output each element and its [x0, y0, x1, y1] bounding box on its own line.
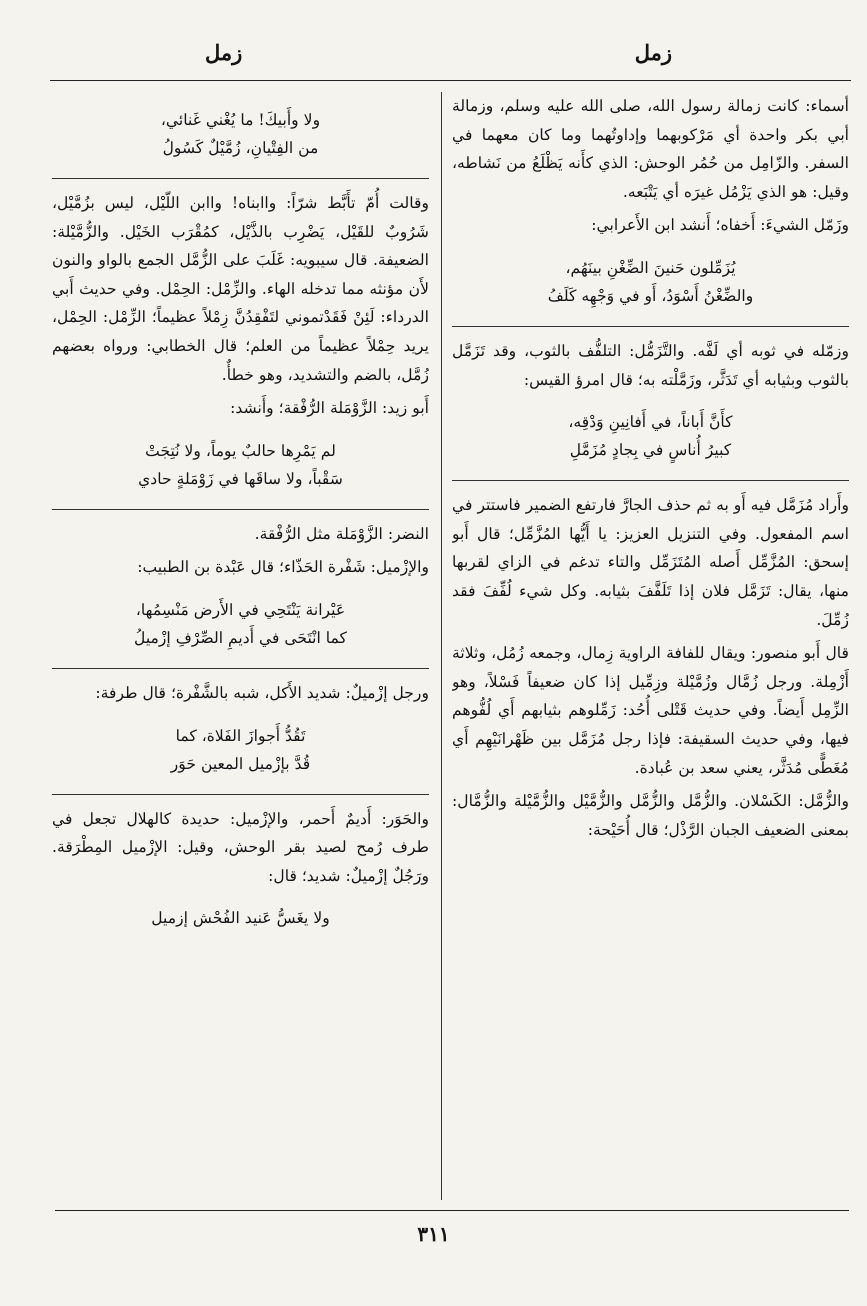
entry-paragraph: قال أَبو منصور: ويقال للفافة الراوية زِمال، وجمعه زُمُل، وثلاثة أَزْمِلة. ورجل زُمَّال وزُمَّيْلة وزِمِّيل إذا كان ضعيفاً فَسْلاً، وهو الزِّمِل أَيضاً. وفي حديث قَتْلى أُحُد: زَمِّلوهم بثيابهم أَي لُفُّوهم فيها، وفي حديث السقيفة: فإذا رجل مُزَمَّل بين ظَهْرانَيْهِم أَي مُغَطًّى مُدَثَّر، يعني سعد بن عُبادة.	[452, 644, 849, 777]
entry-paragraph: وأَراد مُزَمَّل فيه أَو به ثم حذف الجارَّ فارتفع الضمير فاستتر في اسم المفعول. وفي التنزيل العزيز: يا أَيُّها المُزَّمِّل؛ قال أَبو إسحق: المُزَّمِّل أَصله المُتَزَمِّل والتاء تدغم في الزاي لقربها منها، يقال: تَزَمَّل فلان إذا تَلَفَّفَ بثيابه. وكل شيء لُفِّفَ فقد زُمِّلَ.	[452, 496, 849, 629]
column-divider	[441, 92, 442, 1200]
header-rule	[50, 80, 851, 81]
verse	[52, 437, 429, 493]
entry-paragraph: النضر: الزَّوْمَلة مثل الرُّفْقة.	[254, 524, 429, 543]
verse-line: قُدَّ بإزْميل المعين حَوَر	[170, 754, 311, 773]
verse-line: كما انْتَحَى في أَديمِ الصِّرْفِ إزْميلُ	[134, 628, 347, 647]
verse	[52, 596, 429, 652]
verse-line: ولا يغَسُّ عَنيد الفُحْش إزميل	[151, 909, 330, 928]
verse-line: من الفِتْيانِ، زُمَّيْلٌ كَسُولُ	[162, 139, 319, 157]
separator-rule	[452, 480, 849, 481]
right-column	[452, 92, 849, 1202]
verse-line: والضِّغْنُ أَسْوَدُ، أَو في وَجْهِه كَلَفُ	[547, 286, 754, 305]
separator-rule	[52, 668, 429, 669]
entry-paragraph: أَبو زيد: الزَّوْمَلة الرُّفْقة؛ وأَنشد:	[230, 399, 429, 418]
verse-line: سَقْباً، ولا ساقَها في زَوْمَلةٍ حادي	[138, 469, 343, 488]
verse	[52, 106, 429, 162]
verse	[452, 254, 849, 310]
verse-line: كأَنَّ أَباناً، في أَفانِينِ وَدْقِه،	[568, 413, 733, 432]
separator-rule	[52, 794, 429, 795]
verse-line: عَيْرانة يَنْتَحِي في الأَرض مَنْسِمُها،	[135, 600, 346, 619]
verse	[452, 408, 849, 464]
left-column	[52, 92, 429, 1202]
entry-paragraph: والحَوَر: أَديمٌ أَحمر، والإزْميل: حديدة كالهلال تجعل في طرف رُمح لصيد بقر الوحش، وقيل: الإزْميل المِطْرَقة. ورَجُلٌ إزْميلٌ: شديد؛ قال:	[52, 809, 429, 885]
footer-rule	[55, 1210, 849, 1211]
entry-paragraph: وزمّله في ثوبه أي لَفَّه. والتَّزَمُّل: التلفُّف بالثوب، وقد تَزَمَّل بالثوب وبثيابه أي تَدَثَّر، وزَمَّلْته به؛ قال امرؤ القيس:	[452, 341, 849, 389]
verse-line: كبيرُ أُناسٍ في بِجادٍ مُزَمَّلِ	[569, 441, 732, 460]
headword-left: زمل	[205, 40, 243, 65]
entry-paragraph: وقالت أُمّ تأَبَّط شرّاً: واابناه! واابن اللّيْل، ليس بزُمَّيْل، شَرُوبٌ للقَيْل، يَضْرِب بالذَّيْل، كمُقْرَب الخَيْل. والزُّمَّيْلة: الضعيفة. قال سيبويه: غَلَبَ على الزُّمَّل الجمع بالواو والنون لأَن مؤنثه مما تدخله الهاء. والزِّمْل: الحِمْل. وفي حديث أَبي الدرداء: لَئِنْ فَقَدْتموني لتَفْقِدُنَّ زِمْلاً عظيماً؛ الزِّمْل: الحِمْل، يريد حِمْلاً عظيماً من العلم؛ قال الخطابي: ورواه بعضهم زُمَّل، بالضم والتشديد، وهو خطأٌ.	[52, 194, 429, 384]
verse	[52, 904, 429, 932]
verse	[52, 722, 429, 778]
verse-line: لم يَمْرِها حالبٌ يوماً، ولا نُتِجَتْ	[145, 441, 336, 460]
verse-line: تَقُدُّ أَجوازَ الفَلاة، كما	[175, 726, 306, 745]
separator-rule	[452, 326, 849, 327]
verse-line: يُزَمِّلون حَنينَ الضِّغْنِ بينَهُم،	[565, 258, 736, 277]
verse-line: ولا وأَبيكَ! ما يُغْني غَنائي،	[160, 111, 321, 129]
separator-rule	[52, 509, 429, 510]
separator-rule	[52, 178, 429, 179]
entry-paragraph: والزُّمَّل: الكَسْلان. والزُّمَّل والزُّمَّل والزُّمَّيْل والزُّمَّيْلة والزُّمَّال: بمعنى الضعيف الجبان الرَّذْل؛ قال أُحَيْحة:	[452, 792, 849, 839]
entry-paragraph: ورجل إزْميلٌ: شديد الأَكل، شبه بالشَّفْرة؛ قال طرفة:	[95, 683, 429, 702]
entry-paragraph: والإزْميل: شَفْرة الحَذّاء؛ قال عَبْدة بن الطبيب:	[137, 558, 429, 577]
page-number: ٣١١	[417, 1222, 450, 1246]
headword-right: زمل	[634, 40, 672, 65]
entry-paragraph: أسماء: كانت زمالة رسول الله، صلى الله عليه وسلم، وزمالة أبي بكر واحدة أي مَرْكوبهما وإداوتُهما وما كان معهما في السفر. والزّامِل من حُمُر الوحش: الذي كأَنه يَظْلَعُ من نَشاطه، وقيل: هو الذي يَزْمُل غيرَه أي يَتْبَعه.	[452, 97, 849, 201]
entry-paragraph: وزَمّل الشيءَ: أَخفاه؛ أَنشد ابن الأَعرابي:	[591, 216, 849, 235]
